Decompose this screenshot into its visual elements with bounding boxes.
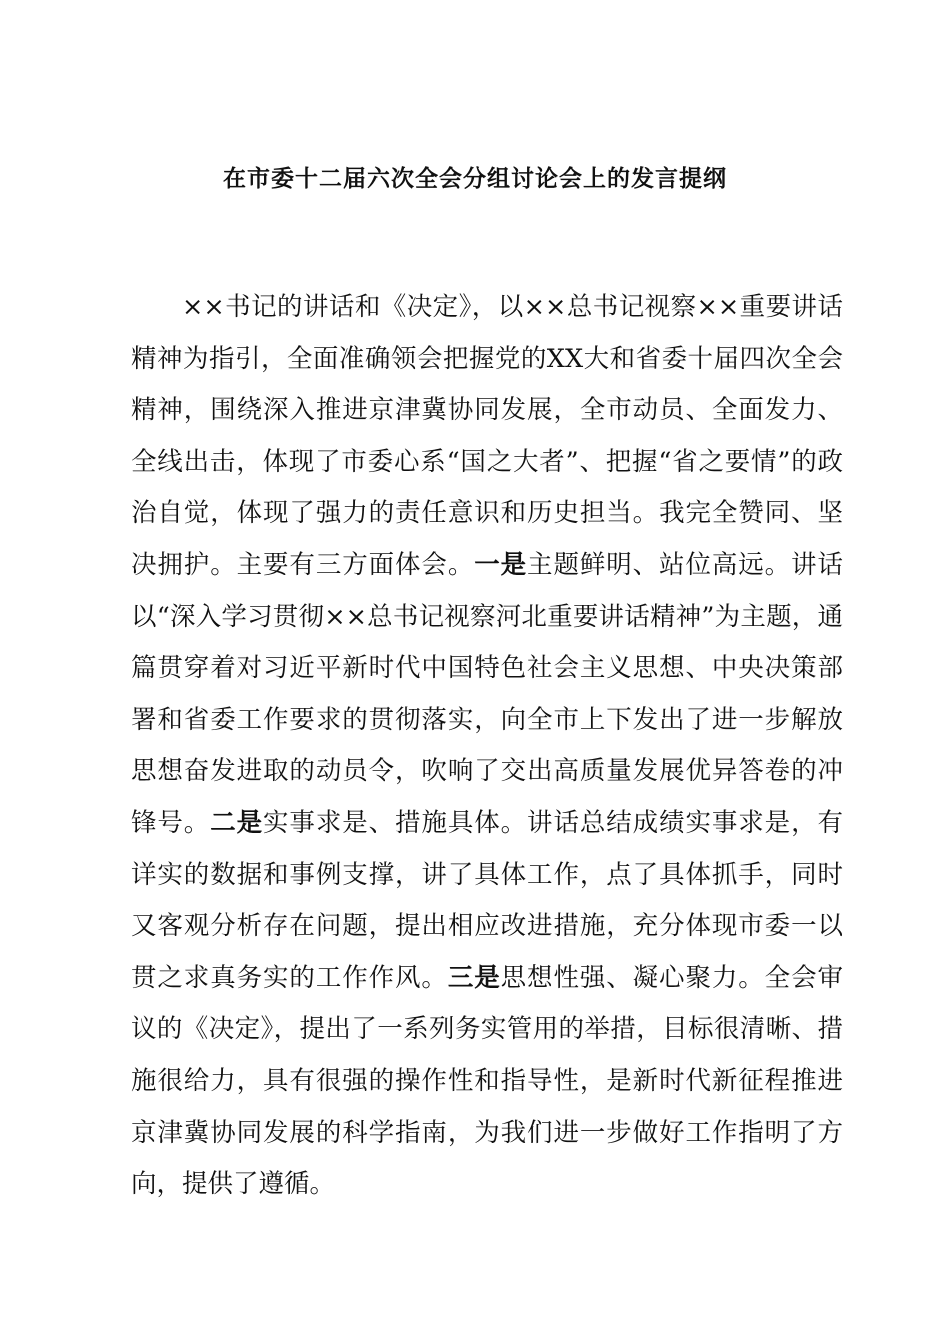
point-one-marker: 一是: [474, 549, 528, 580]
body-paragraph: [131, 282, 843, 1211]
point-three-marker: 三是: [447, 962, 501, 993]
paragraph-segment-point-three: 思想性强、凝心聚力。全会审议的《决定》，提出了一系列务实管用的举措，目标很清晰、措施很给力，具有很强的操作性和指导性，是新时代新征程推进京津冀协同发展的科学指南，为我们进一步做好工作指明了方向，提供了遵循。: [131, 962, 843, 1200]
paragraph-segment-point-two: 实事求是、措施具体。讲话总结成绩实事求是，有详实的数据和事例支撑，讲了具体工作，点了具体抓手，同时又客观分析存在问题，提出相应改进措施，充分体现市委一以贯之求真务实的工作作风。: [131, 807, 843, 993]
paragraph-segment-intro: ××书记的讲话和《决定》，以××总书记视察××重要讲话精神为指引，全面准确领会把握党的XX大和省委十届四次全会精神，围绕深入推进京津冀协同发展，全市动员、全面发力、全线出击，体现了市委心系“国之大者”、把握“省之要情”的政治自觉，体现了强力的责任意识和历史担当。我完全赞同、坚决拥护。主要有三方面体会。: [131, 292, 843, 580]
paragraph-segment-point-one: 主题鲜明、站位高远。讲话以“深入学习贯彻××总书记视察河北重要讲话精神”为主题，通篇贯穿着对习近平新时代中国特色社会主义思想、中央决策部署和省委工作要求的贯彻落实，向全市上下发出了进一步解放思想奋发进取的动员令，吹响了交出高质量发展优异答卷的冲锋号。: [131, 549, 843, 838]
point-two-marker: 二是: [210, 807, 264, 838]
document-title: 在市委十二届六次全会分组讨论会上的发言提纲: [223, 165, 727, 192]
